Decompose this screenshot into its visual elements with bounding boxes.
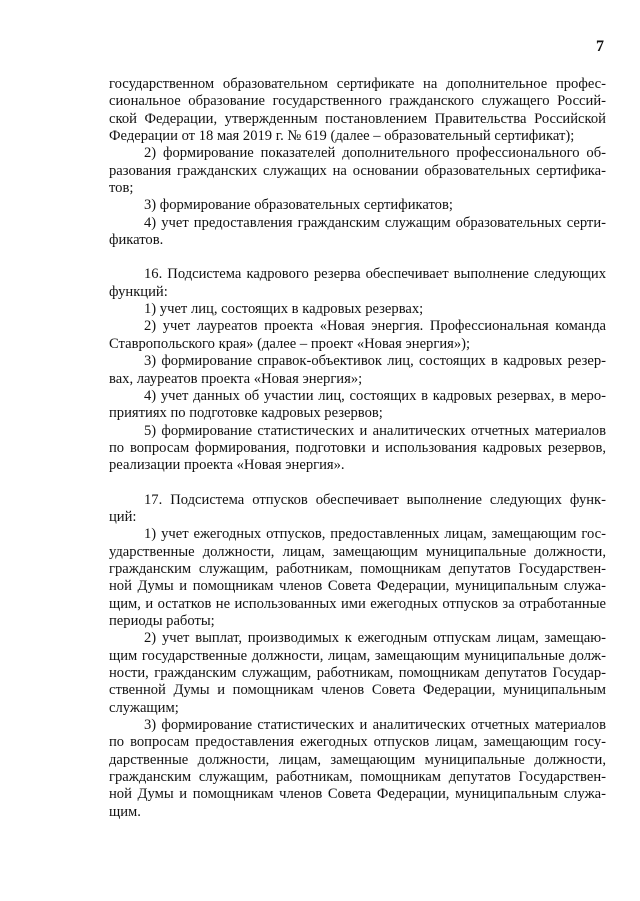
paragraph bbox=[109, 145, 606, 197]
text-line: приятиях по подготовке кадровых резервов; bbox=[109, 405, 383, 422]
paragraph bbox=[109, 318, 606, 353]
section-spacer bbox=[109, 249, 606, 266]
text-line: щим государственные должности, лицам, замещающим муниципальные долж- bbox=[109, 647, 606, 664]
text-line: по вопросам предоставления ежегодных отпусков лицам, замещающим госу- bbox=[109, 734, 606, 751]
text-line: 2) формирование показателей дополнительного профессионального об- bbox=[144, 145, 606, 162]
text-line: фикатов. bbox=[109, 232, 164, 249]
text-line: 5) формирование статистических и аналитических отчетных материалов bbox=[144, 422, 606, 439]
text-line: 2) учет выплат, производимых к ежегодным отпускам лицам, замещаю- bbox=[144, 630, 606, 647]
paragraph bbox=[109, 526, 606, 630]
text-line: периоды работы; bbox=[109, 612, 215, 629]
paragraph bbox=[109, 630, 606, 717]
text-line: щим, и остатков не использованных ими ежегодных отпусков за отработанные bbox=[109, 595, 606, 612]
text-line: 17. Подсистема отпусков обеспечивает выполнение следующих функ- bbox=[144, 491, 606, 508]
paragraph bbox=[109, 197, 606, 214]
text-line: 4) учет предоставления гражданским служащим образовательных серти- bbox=[144, 214, 606, 231]
text-line: 4) учет данных об участии лиц, состоящих в кадровых резервах, в меро- bbox=[144, 387, 606, 404]
text-line: 3) формирование статистических и аналитических отчетных материалов bbox=[144, 717, 606, 734]
text-line: 16. Подсистема кадрового резерва обеспечивает выполнение следующих bbox=[144, 266, 606, 283]
text-line: по вопросам формирования, подготовки и использования кадровых резервов, bbox=[109, 439, 606, 456]
text-line: щим. bbox=[109, 803, 141, 820]
text-line: ной Думы и помощникам членов Совета Федерации, муниципальным служа- bbox=[109, 786, 606, 803]
text-line: сиональное образование государственного гражданского служащего Россий- bbox=[109, 93, 606, 110]
text-line: Ставропольского края» (далее – проект «Новая энергия»); bbox=[109, 335, 471, 352]
paragraph bbox=[109, 717, 606, 821]
text-line: ной Думы и помощникам членов Совета Федерации, муниципальным служа- bbox=[109, 578, 606, 595]
text-line: гражданским служащим, работникам, помощникам депутатов Государствен- bbox=[109, 560, 606, 577]
page-number: 7 bbox=[596, 38, 604, 55]
paragraph bbox=[109, 492, 606, 527]
text-line: ций: bbox=[109, 508, 137, 525]
paragraph bbox=[109, 266, 606, 301]
text-line: служащим; bbox=[109, 699, 179, 716]
text-line: 3) формирование справок-объективок лиц, состоящих в кадровых резер- bbox=[144, 353, 606, 370]
text-line: 3) формирование образовательных сертификатов; bbox=[144, 197, 453, 214]
text-line: дарственные должности, лицам, замещающим муниципальные должности, bbox=[109, 751, 606, 768]
document-body bbox=[109, 76, 606, 821]
paragraph bbox=[109, 353, 606, 388]
text-line: Федерации от 18 мая 2019 г. № 619 (далее – образовательный сертификат); bbox=[109, 128, 575, 145]
paragraph bbox=[109, 301, 606, 318]
text-line: ственной Думы и помощникам членов Совета Федерации, муниципальным bbox=[109, 682, 606, 699]
text-line: государственном образовательном сертификате на дополнительное профес- bbox=[109, 76, 606, 92]
text-line: ударственные должности, лицам, замещающим муниципальные должности, bbox=[109, 543, 606, 560]
text-line: реализации проекта «Новая энергия». bbox=[109, 457, 345, 474]
section-spacer bbox=[109, 475, 606, 492]
text-line: ности, гражданским служащим, работникам, помощникам депутатов Государ- bbox=[109, 665, 606, 681]
paragraph bbox=[109, 76, 606, 145]
text-line: функций: bbox=[109, 283, 168, 300]
text-line: разования гражданских служащих на основании образовательных сертифика- bbox=[109, 162, 606, 179]
text-line: вах, лауреатов проекта «Новая энергия»; bbox=[109, 370, 363, 387]
text-line: ской Федерации, утвержденным постановлением Правительства Российской bbox=[109, 110, 606, 127]
text-line: 1) учет лиц, состоящих в кадровых резервах; bbox=[144, 301, 424, 318]
text-line: 1) учет ежегодных отпусков, предоставленных лицам, замещающим гос- bbox=[144, 526, 606, 543]
paragraph bbox=[109, 423, 606, 475]
text-line: 2) учет лауреатов проекта «Новая энергия. Профессиональная команда bbox=[144, 318, 606, 335]
paragraph bbox=[109, 215, 606, 250]
text-line: гражданским служащим, работникам, помощникам депутатов Государствен- bbox=[109, 769, 606, 786]
text-line: тов; bbox=[109, 180, 134, 197]
paragraph bbox=[109, 388, 606, 423]
